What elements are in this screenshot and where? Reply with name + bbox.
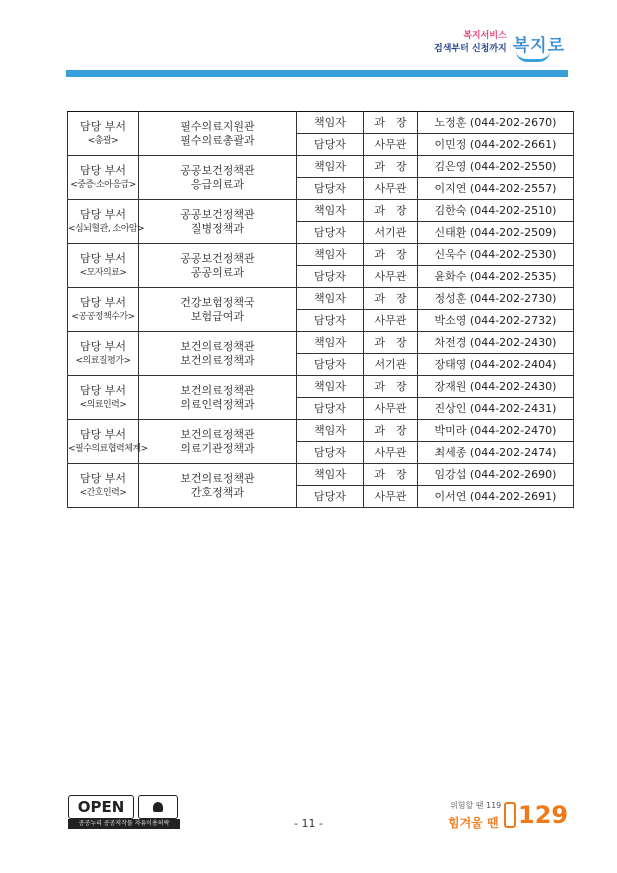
brand-tagline-line2: 검색부터 신청까지: [434, 44, 507, 54]
table-row: [68, 244, 574, 266]
role-cell: 책임자: [297, 200, 364, 222]
role-cell: 책임자: [297, 156, 364, 178]
contact-cell: 신욱수 (044-202-2530): [418, 244, 574, 266]
dept-cell: [68, 156, 139, 200]
helpline-banner: [446, 800, 568, 832]
table-row: [68, 332, 574, 354]
contact-cell: 윤화수 (044-202-2535): [418, 266, 574, 288]
contact-cell: 이민정 (044-202-2661): [418, 134, 574, 156]
office-name: 공공보건정책관: [180, 207, 255, 221]
role-cell: 담당자: [297, 222, 364, 244]
brand-logo-text: 복지로: [512, 35, 565, 56]
role-cell: 담당자: [297, 134, 364, 156]
position-cell: 사무관: [364, 398, 418, 420]
office-name: 공공보건정책관: [180, 163, 255, 177]
office-name: 간호정책과: [190, 485, 245, 499]
office-cell: [139, 244, 297, 288]
contact-cell: 장재원 (044-202-2430): [418, 376, 574, 398]
position-cell: 과 장: [364, 332, 418, 354]
office-cell: [139, 288, 297, 332]
role-cell: 담당자: [297, 354, 364, 376]
office-name: 필수의료총괄과: [180, 133, 255, 147]
role-cell: 담당자: [297, 178, 364, 200]
contact-cell: 신태환 (044-202-2509): [418, 222, 574, 244]
position-cell: 사무관: [364, 310, 418, 332]
contact-cell: 김은영 (044-202-2550): [418, 156, 574, 178]
office-cell: [139, 200, 297, 244]
smile-icon: [516, 51, 550, 62]
office-name: 공공보건정책관: [180, 251, 255, 265]
role-cell: 담당자: [297, 310, 364, 332]
office-name: 공공의료과: [190, 265, 245, 279]
brand-tagline: [434, 30, 507, 56]
contact-cell: 이지연 (044-202-2557): [418, 178, 574, 200]
office-name: 보건의료정책관: [180, 339, 255, 353]
dept-label: 담당 부서: [79, 427, 126, 441]
role-cell: 책임자: [297, 112, 364, 134]
office-name: 질병정책과: [190, 221, 245, 235]
dept-label: 담당 부서: [79, 295, 126, 309]
bokjiro-logo: [513, 31, 565, 56]
position-cell: 과 장: [364, 156, 418, 178]
table-row: [68, 156, 574, 178]
dept-sub-label: <의료인력>: [79, 399, 127, 410]
role-cell: 책임자: [297, 244, 364, 266]
table-row: [68, 376, 574, 398]
contact-cell: 정성훈 (044-202-2730): [418, 288, 574, 310]
contact-cell: 임강섭 (044-202-2690): [418, 464, 574, 486]
dept-sub-label: <필수의료협력체계>: [68, 443, 148, 454]
office-name: 필수의료지원관: [180, 119, 255, 133]
helpline-line1: 위험할 땐 119: [450, 801, 502, 810]
position-cell: 서기관: [364, 354, 418, 376]
contact-table: [67, 111, 574, 508]
role-cell: 책임자: [297, 332, 364, 354]
office-name: 보건의료정책관: [180, 383, 255, 397]
office-cell: [139, 464, 297, 508]
contact-cell: 차전경 (044-202-2430): [418, 332, 574, 354]
role-cell: 책임자: [297, 376, 364, 398]
bokjiro-brand: [434, 30, 565, 56]
dept-sub-label: <총괄>: [87, 135, 119, 146]
dept-label: 담당 부서: [79, 339, 126, 353]
office-cell: [139, 420, 297, 464]
dept-sub-label: <심뇌혈관, 소아암>: [68, 223, 145, 234]
position-cell: 과 장: [364, 288, 418, 310]
dept-sub-label: <공공정책수가>: [71, 311, 135, 322]
position-cell: 과 장: [364, 420, 418, 442]
header-divider-bar: [66, 70, 568, 77]
dept-cell: [68, 200, 145, 244]
phone-icon: [504, 802, 516, 828]
dept-cell: [68, 376, 139, 420]
open-logo: OPEN: [68, 795, 134, 819]
dept-cell: [68, 112, 139, 156]
table-row: [68, 420, 574, 442]
contact-cell: 박소영 (044-202-2732): [418, 310, 574, 332]
dept-label: 담당 부서: [79, 471, 126, 485]
dept-sub-label: <의료질평가>: [75, 355, 131, 366]
office-cell: [139, 332, 297, 376]
dept-label: 담당 부서: [79, 163, 126, 177]
helpline-number: 129: [518, 801, 569, 829]
office-name: 보건의료정책관: [180, 471, 255, 485]
role-cell: 책임자: [297, 464, 364, 486]
brand-tagline-line1: 복지서비스: [463, 31, 507, 41]
contact-cell: 김한숙 (044-202-2510): [418, 200, 574, 222]
dept-cell: [68, 244, 139, 288]
office-cell: [139, 112, 297, 156]
page-number: - 11 -: [294, 817, 323, 830]
contact-cell: 박미라 (044-202-2470): [418, 420, 574, 442]
office-name: 건강보험정책국: [180, 295, 255, 309]
dept-cell: [68, 420, 148, 464]
role-cell: 책임자: [297, 420, 364, 442]
office-name: 응급의료과: [190, 177, 245, 191]
dept-cell: [68, 288, 139, 332]
dept-label: 담당 부서: [79, 207, 126, 221]
contact-cell: 노정훈 (044-202-2670): [418, 112, 574, 134]
dept-sub-label: <모자의료>: [79, 267, 127, 278]
dept-sub-label: <간호인력>: [79, 487, 127, 498]
position-cell: 과 장: [364, 244, 418, 266]
office-name: 보건의료정책관: [180, 427, 255, 441]
role-cell: 책임자: [297, 288, 364, 310]
position-cell: 과 장: [364, 200, 418, 222]
contact-cell: 이서연 (044-202-2691): [418, 486, 574, 508]
position-cell: 과 장: [364, 376, 418, 398]
dept-cell: [68, 464, 139, 508]
attribution-icon: [138, 795, 178, 819]
table-row: [68, 288, 574, 310]
role-cell: 담당자: [297, 266, 364, 288]
dept-label: 담당 부서: [79, 383, 126, 397]
page-header: [0, 0, 617, 80]
helpline-line2: 힘겨울 땐: [448, 816, 499, 830]
table-row: [68, 200, 574, 222]
position-cell: 사무관: [364, 266, 418, 288]
position-cell: 사무관: [364, 442, 418, 464]
dept-cell: [68, 332, 139, 376]
table-row: [68, 464, 574, 486]
office-name: 의료기관정책과: [180, 441, 255, 455]
office-name: 보험급여과: [190, 309, 245, 323]
contact-cell: 진상인 (044-202-2431): [418, 398, 574, 420]
office-name: 보건의료정책과: [180, 353, 255, 367]
position-cell: 사무관: [364, 134, 418, 156]
office-cell: [139, 376, 297, 420]
role-cell: 담당자: [297, 442, 364, 464]
office-name: 의료인력정책과: [180, 397, 255, 411]
position-cell: 사무관: [364, 178, 418, 200]
contact-cell: 장태영 (044-202-2404): [418, 354, 574, 376]
contact-cell: 최세종 (044-202-2474): [418, 442, 574, 464]
dept-sub-label: <중증·소아응급>: [70, 179, 136, 190]
position-cell: 과 장: [364, 464, 418, 486]
position-cell: 서기관: [364, 222, 418, 244]
contact-table-body: [68, 112, 574, 508]
dept-label: 담당 부서: [79, 119, 126, 133]
dept-label: 담당 부서: [79, 251, 126, 265]
office-cell: [139, 156, 297, 200]
position-cell: 사무관: [364, 486, 418, 508]
position-cell: 과 장: [364, 112, 418, 134]
table-row: [68, 112, 574, 134]
role-cell: 담당자: [297, 486, 364, 508]
open-license-caption: 공공누리 공공저작물 자유이용허락: [68, 819, 180, 829]
role-cell: 담당자: [297, 398, 364, 420]
